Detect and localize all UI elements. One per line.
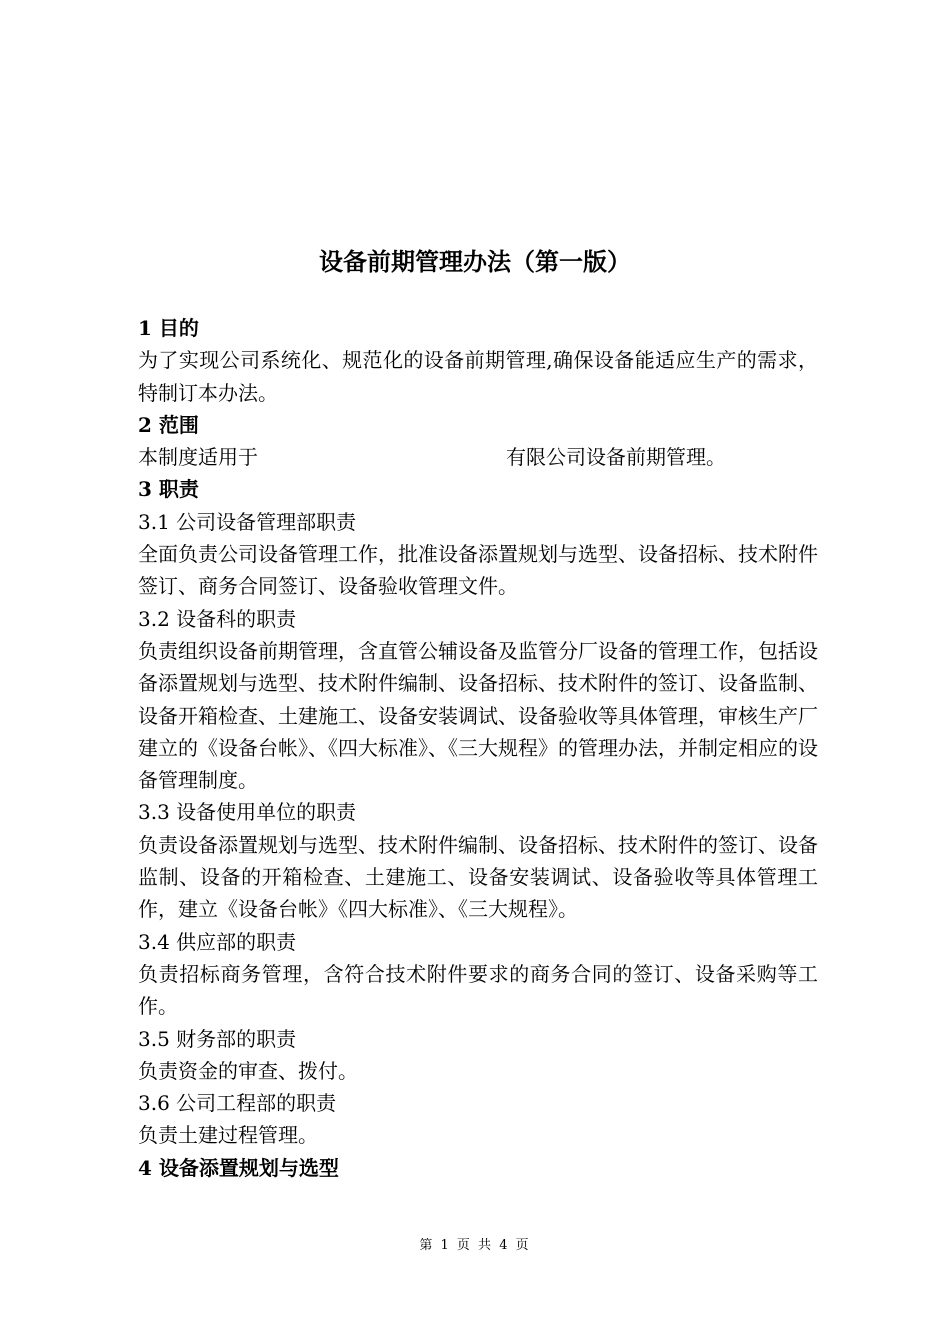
scope-text-after: 有限公司设备前期管理。 — [506, 445, 726, 470]
subsection-text-equipment-dept: 全面负责公司设备管理工作，批准设备添置规划与选型、设备招标、技术附件签订、商务合同签订、设备验收管理文件。 — [138, 542, 818, 599]
subsection-text-finance-dept: 负责资金的审查、拨付。 — [138, 1058, 358, 1083]
scope-text-before: 本制度适用于 — [138, 445, 258, 470]
subsection-heading-equipment-dept: 3.1 公司设备管理部职责 — [138, 509, 357, 534]
subsection-heading-engineering-dept: 3.6 公司工程部的职责 — [138, 1091, 337, 1116]
section-text-purpose: 为了实现公司系统化、规范化的设备前期管理,确保设备能适应生产的需求，特制订本办法。 — [138, 348, 818, 405]
page-footer: 第 1 页 共 4 页 — [419, 1238, 531, 1253]
subsection-text-user-unit: 负责设备添置规划与选型、技术附件编制、设备招标、技术附件的签订、设备监制、设备的开箱检查、土建施工、设备安装调试、设备验收等具体管理工作，建立《设备台帐》《四大标准》、《三大规程》。 — [138, 832, 818, 922]
section-heading-responsibilities: 3 职责 — [138, 477, 199, 502]
section-heading-scope: 2 范围 — [138, 412, 199, 437]
subsection-heading-equipment-section: 3.2 设备科的职责 — [138, 606, 297, 631]
section-heading-purpose: 1 目的 — [138, 316, 199, 340]
document-title: 设备前期管理办法（第一版） — [319, 247, 631, 276]
document-body — [138, 312, 818, 1184]
subsection-text-supply-dept: 负责招标商务管理，含符合技术附件要求的商务合同的签订、设备采购等工作。 — [138, 961, 818, 1019]
subsection-heading-supply-dept: 3.4 供应部的职责 — [138, 929, 297, 954]
subsection-text-engineering-dept: 负责土建过程管理。 — [138, 1123, 318, 1148]
subsection-heading-user-unit: 3.3 设备使用单位的职责 — [138, 800, 357, 825]
section-text-scope — [138, 441, 818, 473]
subsection-text-equipment-section: 负责组织设备前期管理，含直管公辅设备及监管分厂设备的管理工作，包括设备添置规划与选型、技术附件编制、设备招标、技术附件的签订、设备监制、设备开箱检查、土建施工、设备安装调试、设备验收等具体管理，审核生产厂建立的《设备台帐》、《四大标准》、《三大规程》的管理办法，并制定相应的设备管理制度。 — [138, 638, 818, 793]
subsection-heading-finance-dept: 3.5 财务部的职责 — [138, 1026, 297, 1051]
section-heading-planning: 4 设备添置规划与选型 — [138, 1155, 339, 1180]
